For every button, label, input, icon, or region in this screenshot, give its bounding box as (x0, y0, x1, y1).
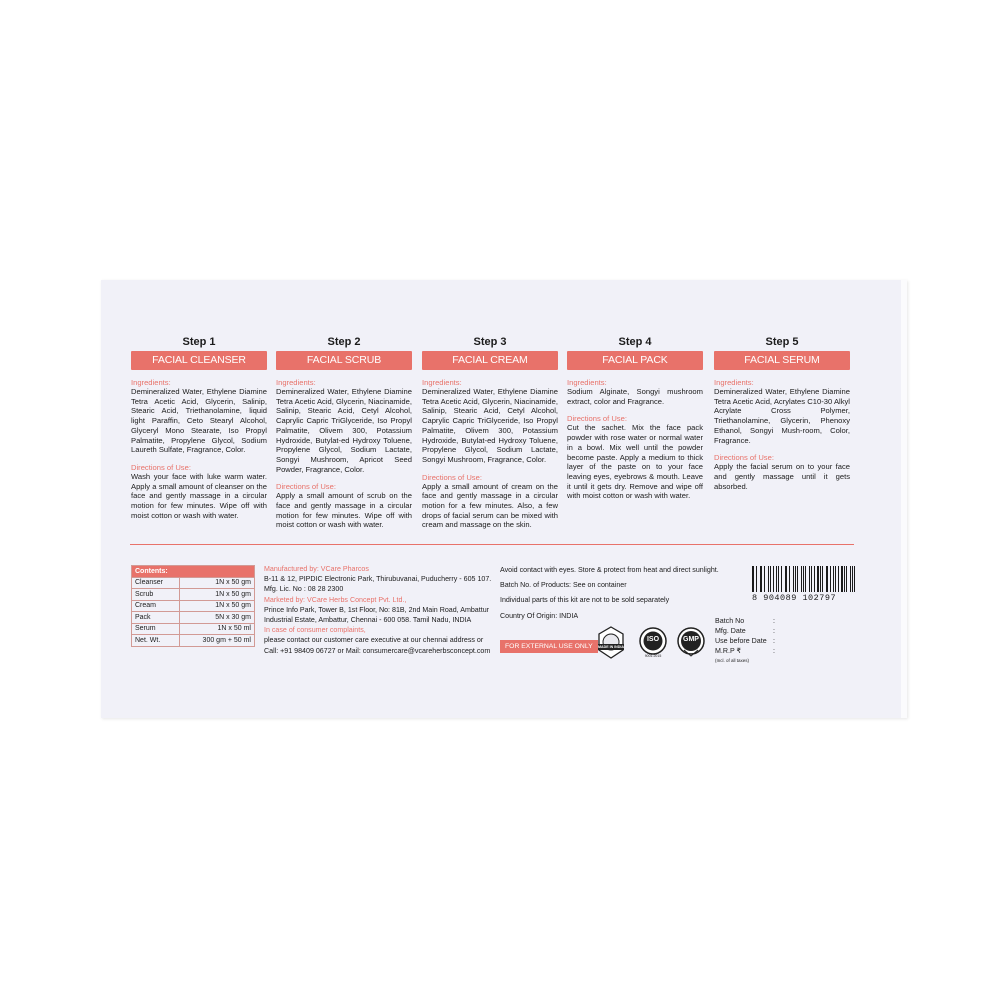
batch-number-label: Batch No (715, 617, 745, 625)
manufacturing-license: Mfg. Lic. No : 08 28 2300 (264, 585, 344, 594)
batch-products-text: Batch No. of Products: See on container (500, 581, 627, 590)
directions-text: Wash your face with luke warm water. Apply a small amount of cleanser on the face and gently massage in a circular motion for few minutes. Wipe off with moist cotton or wash with water. (131, 471, 267, 520)
contents-item: Scrub (132, 589, 180, 601)
barcode-bar (778, 566, 779, 592)
ingredients-label: Ingredients: (131, 378, 171, 387)
mrp-row (715, 646, 835, 656)
manufacturer-label: Manufactured by: VCare Pharcos (264, 565, 369, 573)
barcode-bar (764, 566, 765, 592)
directions-label: Directions of Use: (714, 453, 774, 463)
barcode-bar (770, 566, 771, 592)
ingredients-text: Demineralized Water, Ethylene Diamine Tetra Acetic Acid, Acrylates C10-30 Alkyl Acrylate Cross Polymer, Triethanolamine, Glycerin, Phenoxy Ethanol, Songyi Mush-room, Color, Fragrance. (714, 387, 850, 445)
barcode-bar (817, 566, 818, 592)
ingredients-text: Sodium Alginate, Songyi mushroom extract, color and Fragrance. (567, 387, 703, 406)
barcode-left-digits: 904089 (763, 593, 797, 603)
iso-text: ISO (646, 636, 660, 643)
step-number: Step 1 (182, 336, 216, 348)
step-number: Step 3 (473, 336, 507, 348)
barcode-bar (809, 566, 810, 592)
ingredients-label: Ingredients: (567, 378, 607, 387)
use-before-colon: : (773, 637, 775, 645)
manufacturer-address: B-11 & 12, PIPDIC Electronic Park, Thirubuvanai, Puducherry - 605 107. (264, 575, 492, 584)
product-box-back-panel (101, 280, 907, 718)
table-header-row (132, 566, 255, 578)
step-1-column (131, 336, 267, 520)
made-in-india-text: MADE IN INDIA (598, 645, 624, 649)
step-number: Step 5 (765, 336, 799, 348)
iso-certified-icon (638, 626, 668, 660)
barcode-bar (811, 566, 812, 592)
directions-label: Directions of Use: (567, 414, 627, 424)
contents-qty: 1N x 50 gm (179, 600, 254, 612)
barcode-lead-digit: 8 (752, 593, 758, 603)
contents-qty: 5N x 30 gm (179, 612, 254, 624)
use-before-row (715, 636, 835, 646)
batch-number-row (715, 616, 835, 626)
table-row (132, 589, 255, 601)
directions-label: Directions of Use: (422, 472, 482, 482)
made-in-india-icon (596, 626, 626, 660)
contents-header: Contents: (132, 566, 255, 578)
batch-number-colon: : (773, 617, 775, 625)
ingredients-text: Demineralized Water, Ethylene Diamine Tetra Acetic Acid, Glycerin, Niacinamide, Salinip, Stearic Acid, Cetyl Alcohol, Caprylic Capric TriGlyceride, Iso Propyl Palmatite, Olivem 300, Potassium Hydroxide, Butylat-ed Hydroxy Toluene, Propylene Glycol, Sodium Lactate, Songyi Mushroom, Apricot Seed Powder, Fragrance, Color. (276, 387, 412, 474)
contents-item: Cream (132, 600, 180, 612)
barcode-bar (827, 566, 828, 592)
step-product-name: FACIAL SERUM (714, 351, 850, 370)
table-row (132, 600, 255, 612)
ingredients-label: Ingredients: (714, 378, 754, 387)
step-product-name: FACIAL PACK (567, 351, 703, 370)
ingredients-text: Demineralized Water, Ethylene Diamine Tetra Acetic Acid, Glycerin, Salinip, Stearic Acid, Triethanolamine, liquid light Paraffin, Ceto Stearyl Alcohol, Glyceryl Mono Stearate, Iso Propyl Palmatite, Propylene Glycol, Sodium Laureth Sulfate, Fragrance, Color. (131, 387, 267, 455)
product-barcode (752, 566, 858, 603)
contents-item: Net. Wt. (132, 635, 180, 647)
directions-text: Apply a small amount of cream on the face and gently massage in a circular motion for a few minutes. Also, a few drops of facial serum can be mixed with cream and massage on the skin. (422, 481, 558, 530)
barcode-bar (841, 566, 842, 592)
contents-qty: 300 gm + 50 ml (179, 635, 254, 647)
table-row (132, 635, 255, 647)
contents-item: Pack (132, 612, 180, 624)
ingredients-label: Ingredients: (276, 378, 316, 387)
table-row (132, 612, 255, 624)
step-5-column (714, 336, 850, 491)
certification-badges (596, 626, 714, 668)
directions-label: Directions of Use: (131, 462, 191, 472)
directions-text: Cut the sachet. Mix the face pack powder with rose water or normal water in a bowl. Mix well until the powder become paste. Apply a medium to thick layer of the paste on to your face leaving eyes, eyebrows & mouth. Leave it until it gets dry. Remove and wipe off with moist cotton or wash with water. (567, 423, 703, 501)
batch-info (715, 616, 835, 666)
step-number: Step 2 (327, 336, 361, 348)
barcode-right-digits: 102797 (802, 593, 837, 603)
mfg-date-label: Mfg. Date (715, 627, 746, 635)
contents-table (131, 565, 255, 647)
barcode-bar (756, 566, 757, 592)
step-3-column (422, 336, 558, 530)
marketer-address: Prince Info Park, Tower B, 1st Floor, No: 81B, 2nd Main Road, Ambattur Industrial Estate, Ambattur, Chennai - 600 058. Tamil Nadu, INDIA (264, 605, 490, 625)
section-divider (130, 544, 854, 545)
contents-qty: 1N x 50 gm (179, 589, 254, 601)
step-product-name: FACIAL CREAM (422, 351, 558, 370)
country-of-origin: Country Of Origin: INDIA (500, 611, 579, 620)
barcode-bars (752, 566, 858, 592)
directions-text: Apply a small amount of scrub on the face and gently massage in a circular motion for few minutes. Wipe off with moist cotton or wash with water. (276, 491, 412, 530)
step-product-name: FACIAL CLEANSER (131, 351, 267, 370)
gmp-certified-icon (676, 626, 706, 660)
mrp-label: M.R.P ₹ (715, 647, 742, 655)
ingredients-label: Ingredients: (422, 378, 462, 387)
step-4-column (567, 336, 703, 501)
mfg-date-colon: : (773, 627, 775, 635)
mrp-tax-note: (Incl. of all taxes) (715, 658, 750, 663)
iso-standard-text: 9001:2015 (644, 654, 662, 658)
mrp-colon: : (773, 647, 775, 655)
usage-notes (500, 565, 722, 621)
warning-text: Avoid contact with eyes. Store & protect from heat and direct sunlight. (500, 566, 719, 574)
mfg-date-row (715, 626, 835, 636)
manufacturer-info (264, 564, 496, 656)
contents-item: Cleanser (132, 577, 180, 589)
contents-item: Serum (132, 623, 180, 635)
contents-qty: 1N x 50 gm (179, 577, 254, 589)
gmp-text: GMP (683, 636, 699, 643)
not-sold-separately-text: Individual parts of this kit are not to be sold separately (500, 596, 670, 605)
use-before-label: Use before Date (715, 637, 767, 645)
step-product-name: FACIAL SCRUB (276, 351, 412, 370)
directions-label: Directions of Use: (276, 482, 336, 492)
ingredients-text: Demineralized Water, Ethylene Diamine Tetra Acetic Acid, Glycerin, Niacinamide, Salinip, Stearic Acid, Cetyl Alcohol, Caprylic Capric TriGlyceride, Iso Propyl Palmatite, Olivem 300, Potassium Hydroxide, Butylat-ed Hydroxy Toluene, Propylene Glycol, Sodium Lactate, Songyi Mushroom, Fragrance, Color. (422, 387, 558, 464)
barcode-bar (781, 566, 782, 592)
table-row (132, 577, 255, 589)
directions-text: Apply the facial serum on to your face and gently massage until it gets absorbed. (714, 462, 850, 491)
barcode-number (752, 593, 858, 603)
barcode-bar (833, 566, 834, 592)
complaints-label: In case of consumer complaints, (264, 626, 366, 635)
step-number: Step 4 (618, 336, 652, 348)
step-2-column (276, 336, 412, 530)
barcode-bar (789, 566, 790, 592)
table-row (132, 623, 255, 635)
complaints-text: please contact our customer care executive at our chennai address or Call: +91 98409 06727 or Mail: consumercare@vcareherbsconcept.com (264, 636, 491, 655)
barcode-bar (850, 566, 851, 592)
marketer-label: Marketed by: VCare Herbs Concept Pvt. Ltd., (264, 595, 407, 604)
contents-qty: 1N x 50 ml (179, 623, 254, 635)
external-use-badge: FOR EXTERNAL USE ONLY (500, 640, 598, 653)
barcode-bar (797, 566, 798, 592)
